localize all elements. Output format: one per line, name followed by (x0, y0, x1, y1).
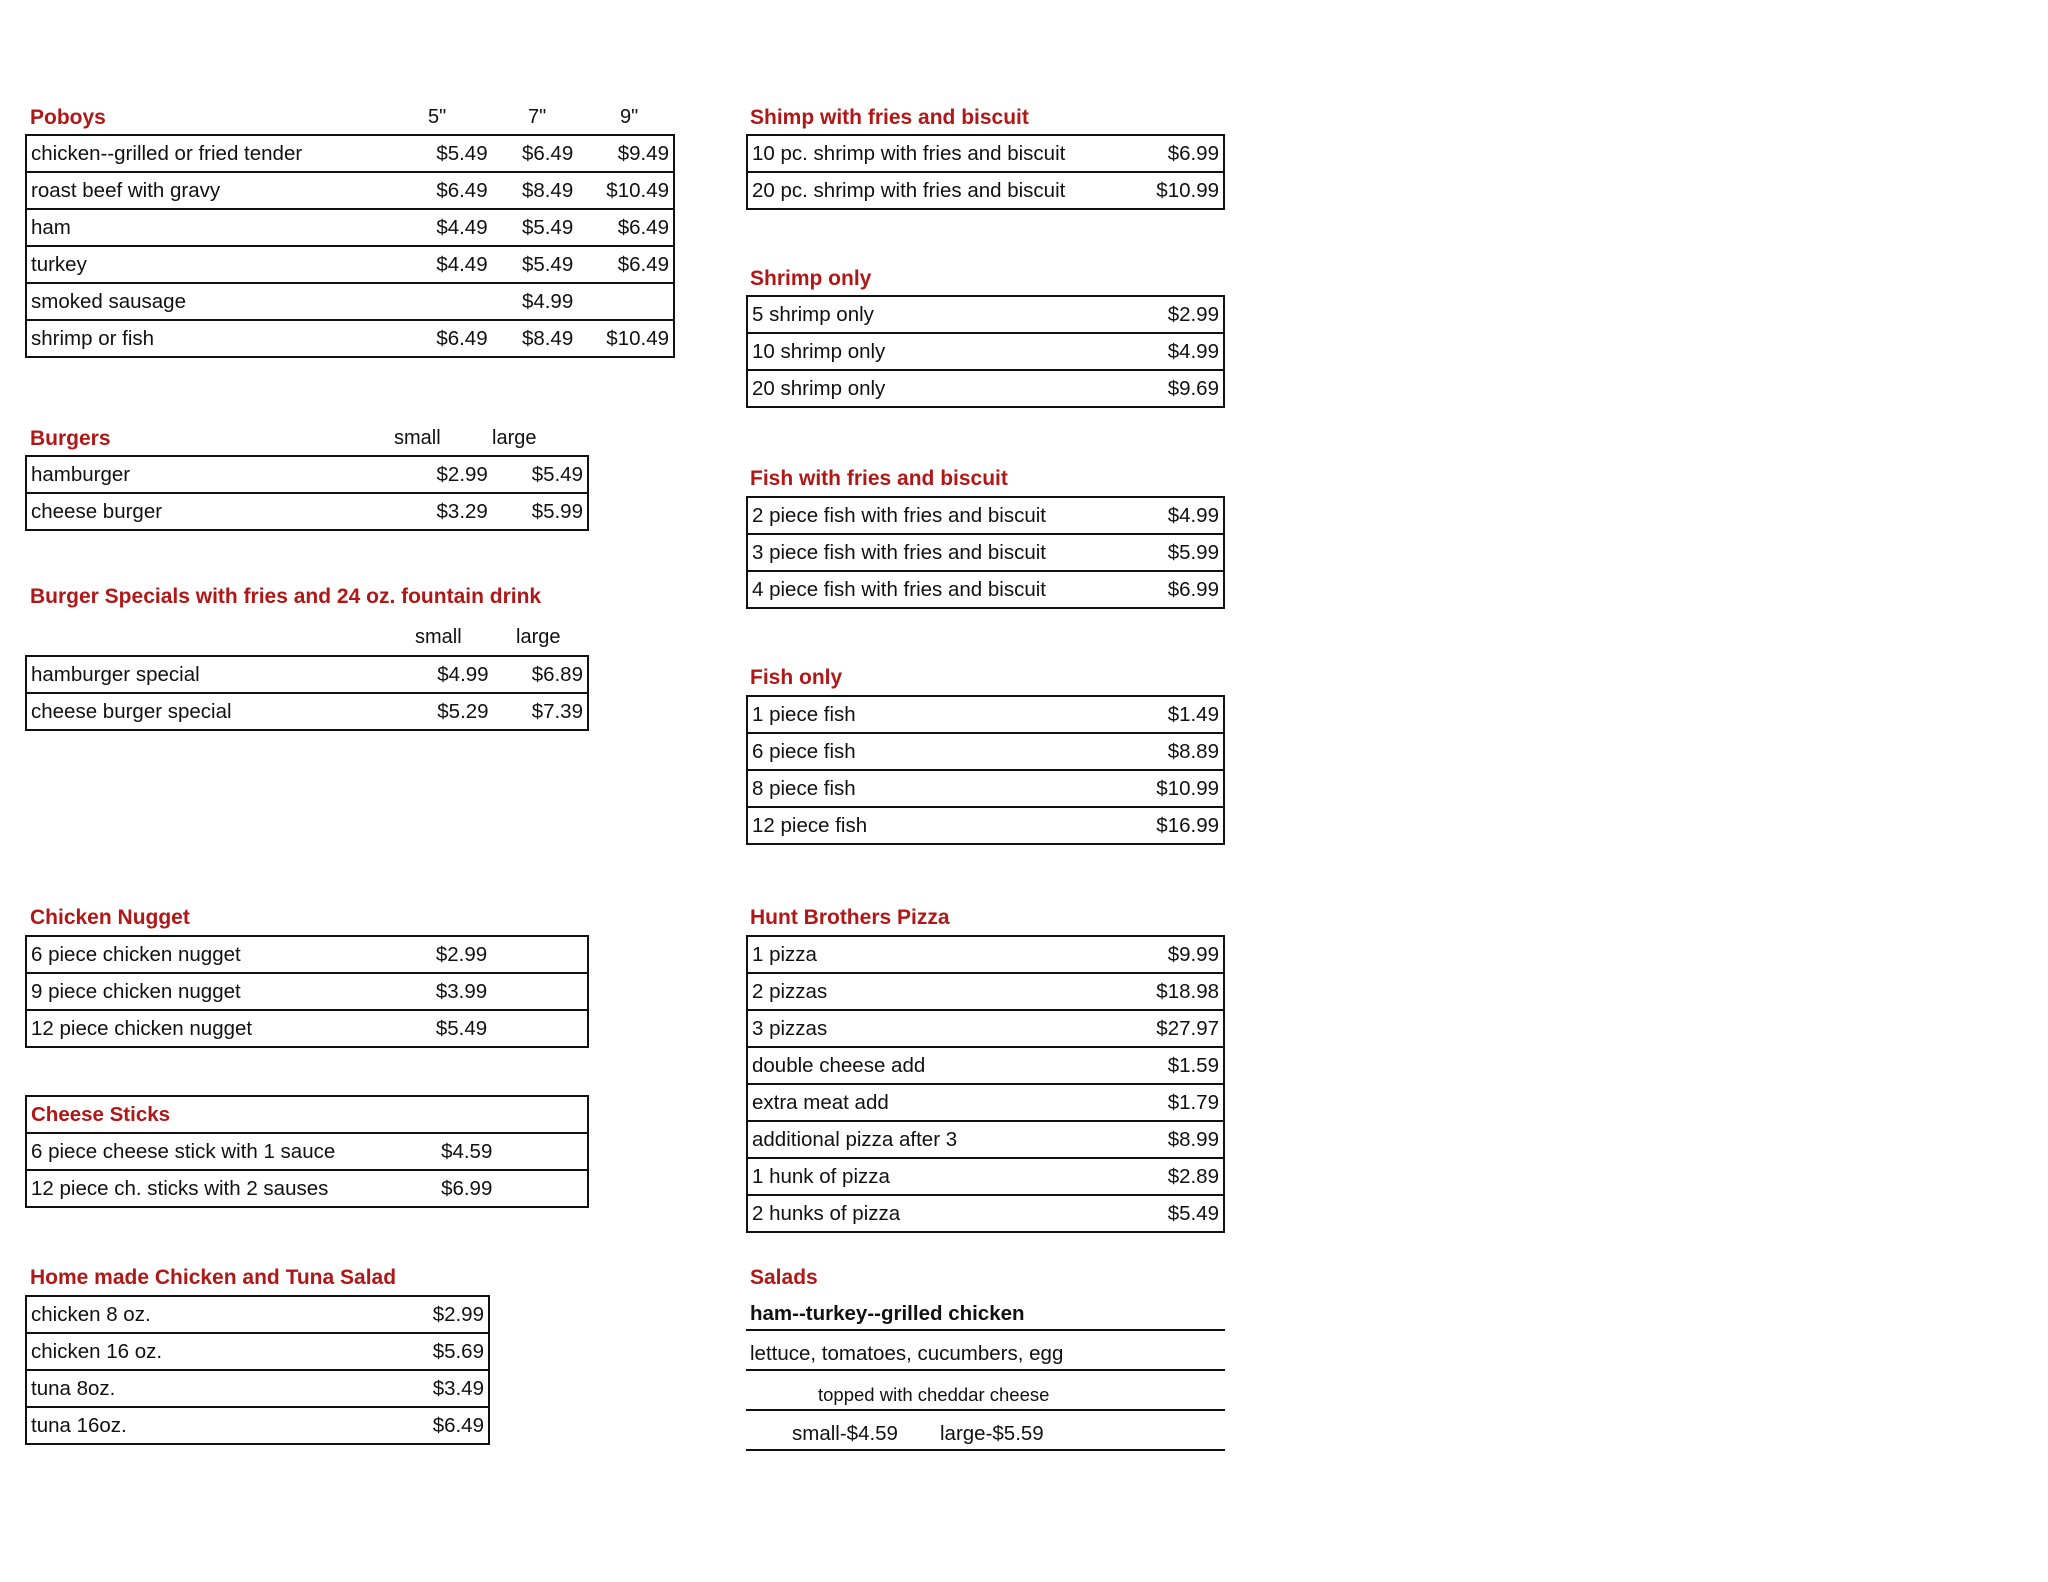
item-name: additional pizza after 3 (747, 1121, 1122, 1158)
burger-special-row (26, 693, 588, 730)
item-name: 4 piece fish with fries and biscuit (747, 571, 1125, 608)
fish-fries-row (747, 534, 1224, 571)
shrimp-only-row (747, 333, 1224, 370)
item-price: $6.99 (419, 1170, 588, 1207)
homemade-salad-row (26, 1370, 489, 1407)
item-price: $3.29 (397, 493, 492, 530)
section-title-fish-only: Fish only (750, 666, 843, 689)
item-price: $9.99 (1122, 936, 1224, 973)
nugget-row (26, 973, 588, 1010)
item-price: $10.49 (577, 172, 674, 209)
item-name: 20 pc. shrimp with fries and biscuit (747, 172, 1125, 209)
item-price: $5.49 (414, 1010, 588, 1047)
shrimp-fries-row (747, 135, 1224, 172)
item-price: $4.49 (415, 246, 491, 283)
item-name: chicken 16 oz. (26, 1333, 402, 1370)
item-name: hamburger special (26, 656, 398, 693)
item-name: 6 piece cheese stick with 1 sauce (26, 1133, 419, 1170)
shrimp-only-table (746, 295, 1225, 408)
column-header-large-specials: large (516, 626, 561, 648)
item-price: $4.99 (1125, 497, 1224, 534)
section-title-burgers: Burgers (30, 427, 111, 450)
item-price: $7.39 (493, 693, 588, 730)
salads-row-3 (746, 1371, 1225, 1411)
item-name: tuna 8oz. (26, 1370, 402, 1407)
item-name: 1 piece fish (747, 696, 1122, 733)
fish-fries-row (747, 497, 1224, 534)
item-price: $5.49 (1122, 1195, 1224, 1232)
burger-row (26, 493, 588, 530)
item-name: chicken 8 oz. (26, 1296, 402, 1333)
section-title-pizza: Hunt Brothers Pizza (750, 906, 950, 929)
section-title-poboys: Poboys (30, 106, 106, 129)
item-price: $9.69 (1122, 370, 1224, 407)
item-name: extra meat add (747, 1084, 1122, 1121)
item-price: $6.89 (493, 656, 588, 693)
item-price: $6.49 (577, 246, 674, 283)
salads-small-price: small-$4.59 (792, 1422, 898, 1445)
fish-only-row (747, 696, 1224, 733)
item-name: smoked sausage (26, 283, 415, 320)
item-price: $3.49 (402, 1370, 489, 1407)
item-name: 10 shrimp only (747, 333, 1122, 370)
item-price: $2.99 (1122, 296, 1224, 333)
poboy-row (26, 172, 674, 209)
item-price: $6.49 (415, 320, 491, 357)
salads-row-1 (746, 1291, 1225, 1331)
salads-row-4 (746, 1411, 1225, 1451)
item-price: $5.49 (492, 209, 578, 246)
item-name: 12 piece ch. sticks with 2 sauses (26, 1170, 419, 1207)
cheese-stick-row (26, 1170, 588, 1207)
item-name: 2 pizzas (747, 973, 1122, 1010)
section-title-burger-specials: Burger Specials with fries and 24 oz. fountain drink (30, 585, 542, 608)
item-name: 6 piece chicken nugget (26, 936, 414, 973)
item-name: 9 piece chicken nugget (26, 973, 414, 1010)
pizza-row (747, 1010, 1224, 1047)
homemade-salad-table (25, 1295, 490, 1445)
item-name: cheese burger special (26, 693, 398, 730)
item-price: $5.49 (415, 135, 491, 172)
pizza-row (747, 1121, 1224, 1158)
pizza-row (747, 1158, 1224, 1195)
salads-row-2 (746, 1331, 1225, 1371)
pizza-row (747, 973, 1224, 1010)
section-title-chicken-nugget: Chicken Nugget (30, 906, 190, 929)
item-price: $1.49 (1122, 696, 1224, 733)
item-name: 12 piece fish (747, 807, 1122, 844)
item-price: $6.49 (402, 1407, 489, 1444)
item-price: $5.49 (492, 456, 588, 493)
item-name: ham (26, 209, 415, 246)
item-price: $6.49 (492, 135, 578, 172)
item-price: $4.49 (415, 209, 491, 246)
item-price: $5.99 (1125, 534, 1224, 571)
item-price: $4.99 (398, 656, 492, 693)
item-name: 3 pizzas (747, 1010, 1122, 1047)
section-title-fish-fries: Fish with fries and biscuit (750, 467, 1008, 490)
column-header-7in: 7" (528, 106, 547, 128)
pizza-row (747, 936, 1224, 973)
fish-only-row (747, 733, 1224, 770)
poboy-row (26, 135, 674, 172)
item-name: tuna 16oz. (26, 1407, 402, 1444)
item-price: $1.59 (1122, 1047, 1224, 1084)
item-price: $8.49 (492, 320, 578, 357)
item-price: $18.98 (1122, 973, 1224, 1010)
item-price: $16.99 (1122, 807, 1224, 844)
shrimp-fries-row (747, 172, 1224, 209)
chicken-nugget-table (25, 935, 589, 1048)
item-name: 20 shrimp only (747, 370, 1122, 407)
nugget-row (26, 1010, 588, 1047)
salads-topping: topped with cheddar cheese (818, 1384, 1050, 1405)
item-price: $5.49 (492, 246, 578, 283)
shrimp-only-row (747, 370, 1224, 407)
item-price: $2.99 (414, 936, 588, 973)
burgers-table (25, 455, 589, 531)
item-price: $10.99 (1125, 172, 1224, 209)
poboy-row (26, 246, 674, 283)
fish-only-table (746, 695, 1225, 845)
poboy-row (26, 209, 674, 246)
item-price: $4.59 (419, 1133, 588, 1170)
nugget-row (26, 936, 588, 973)
item-name: shrimp or fish (26, 320, 415, 357)
item-name: double cheese add (747, 1047, 1122, 1084)
shrimp-fries-table (746, 134, 1225, 210)
poboys-table (25, 134, 675, 358)
item-price: $3.99 (414, 973, 588, 1010)
item-name: turkey (26, 246, 415, 283)
salads-veggies: lettuce, tomatoes, cucumbers, egg (750, 1342, 1064, 1365)
cheese-sticks-table (25, 1095, 589, 1208)
homemade-salad-row (26, 1333, 489, 1370)
cheese-stick-row (26, 1133, 588, 1170)
item-name: 3 piece fish with fries and biscuit (747, 534, 1125, 571)
item-price: $6.99 (1125, 571, 1224, 608)
item-price: $4.99 (492, 283, 578, 320)
item-name: 12 piece chicken nugget (26, 1010, 414, 1047)
burger-special-row (26, 656, 588, 693)
item-price (415, 283, 491, 320)
item-price: $9.49 (577, 135, 674, 172)
item-name: roast beef with gravy (26, 172, 415, 209)
item-name: 6 piece fish (747, 733, 1122, 770)
item-price: $2.99 (402, 1296, 489, 1333)
item-price: $10.99 (1122, 770, 1224, 807)
column-header-9in: 9" (620, 106, 639, 128)
column-header-large: large (492, 427, 537, 449)
item-name: 1 pizza (747, 936, 1122, 973)
item-price: $8.99 (1122, 1121, 1224, 1158)
cheese-sticks-title-row (26, 1096, 588, 1133)
item-price: $1.79 (1122, 1084, 1224, 1121)
fish-fries-row (747, 571, 1224, 608)
column-header-5in: 5" (428, 106, 447, 128)
column-header-small-specials: small (415, 626, 462, 648)
item-price: $8.49 (492, 172, 578, 209)
item-price: $5.69 (402, 1333, 489, 1370)
item-name: hamburger (26, 456, 397, 493)
item-name: chicken--grilled or fried tender (26, 135, 415, 172)
salads-meats: ham--turkey--grilled chicken (750, 1302, 1025, 1325)
shrimp-only-row (747, 296, 1224, 333)
pizza-row (747, 1084, 1224, 1121)
section-title-shrimp-only: Shrimp only (750, 267, 872, 290)
item-price: $27.97 (1122, 1010, 1224, 1047)
poboy-row (26, 320, 674, 357)
fish-only-row (747, 770, 1224, 807)
item-price: $6.99 (1125, 135, 1224, 172)
homemade-salad-row (26, 1407, 489, 1444)
salads-large-price: large-$5.59 (940, 1422, 1044, 1445)
item-name: 2 piece fish with fries and biscuit (747, 497, 1125, 534)
item-name: 5 shrimp only (747, 296, 1122, 333)
section-title-cheese-sticks: Cheese Sticks (26, 1096, 588, 1133)
item-name: 2 hunks of pizza (747, 1195, 1122, 1232)
item-name: cheese burger (26, 493, 397, 530)
item-price: $5.29 (398, 693, 492, 730)
pizza-row (747, 1047, 1224, 1084)
item-price: $6.49 (577, 209, 674, 246)
item-price: $6.49 (415, 172, 491, 209)
item-price: $5.99 (492, 493, 588, 530)
item-price: $2.89 (1122, 1158, 1224, 1195)
homemade-salad-row (26, 1296, 489, 1333)
burger-specials-table (25, 655, 589, 731)
burger-row (26, 456, 588, 493)
column-header-small: small (394, 427, 441, 449)
item-price: $2.99 (397, 456, 492, 493)
item-price (577, 283, 674, 320)
section-title-shrimp-fries: Shimp with fries and biscuit (750, 106, 1029, 129)
item-price: $10.49 (577, 320, 674, 357)
item-name: 1 hunk of pizza (747, 1158, 1122, 1195)
item-name: 10 pc. shrimp with fries and biscuit (747, 135, 1125, 172)
fish-fries-table (746, 496, 1225, 609)
item-price: $4.99 (1122, 333, 1224, 370)
pizza-row (747, 1195, 1224, 1232)
item-price: $8.89 (1122, 733, 1224, 770)
poboy-row (26, 283, 674, 320)
salads-block (746, 1291, 1225, 1451)
section-title-homemade-salad: Home made Chicken and Tuna Salad (30, 1266, 397, 1289)
section-title-salads: Salads (750, 1266, 818, 1289)
item-name: 8 piece fish (747, 770, 1122, 807)
fish-only-row (747, 807, 1224, 844)
pizza-table (746, 935, 1225, 1233)
